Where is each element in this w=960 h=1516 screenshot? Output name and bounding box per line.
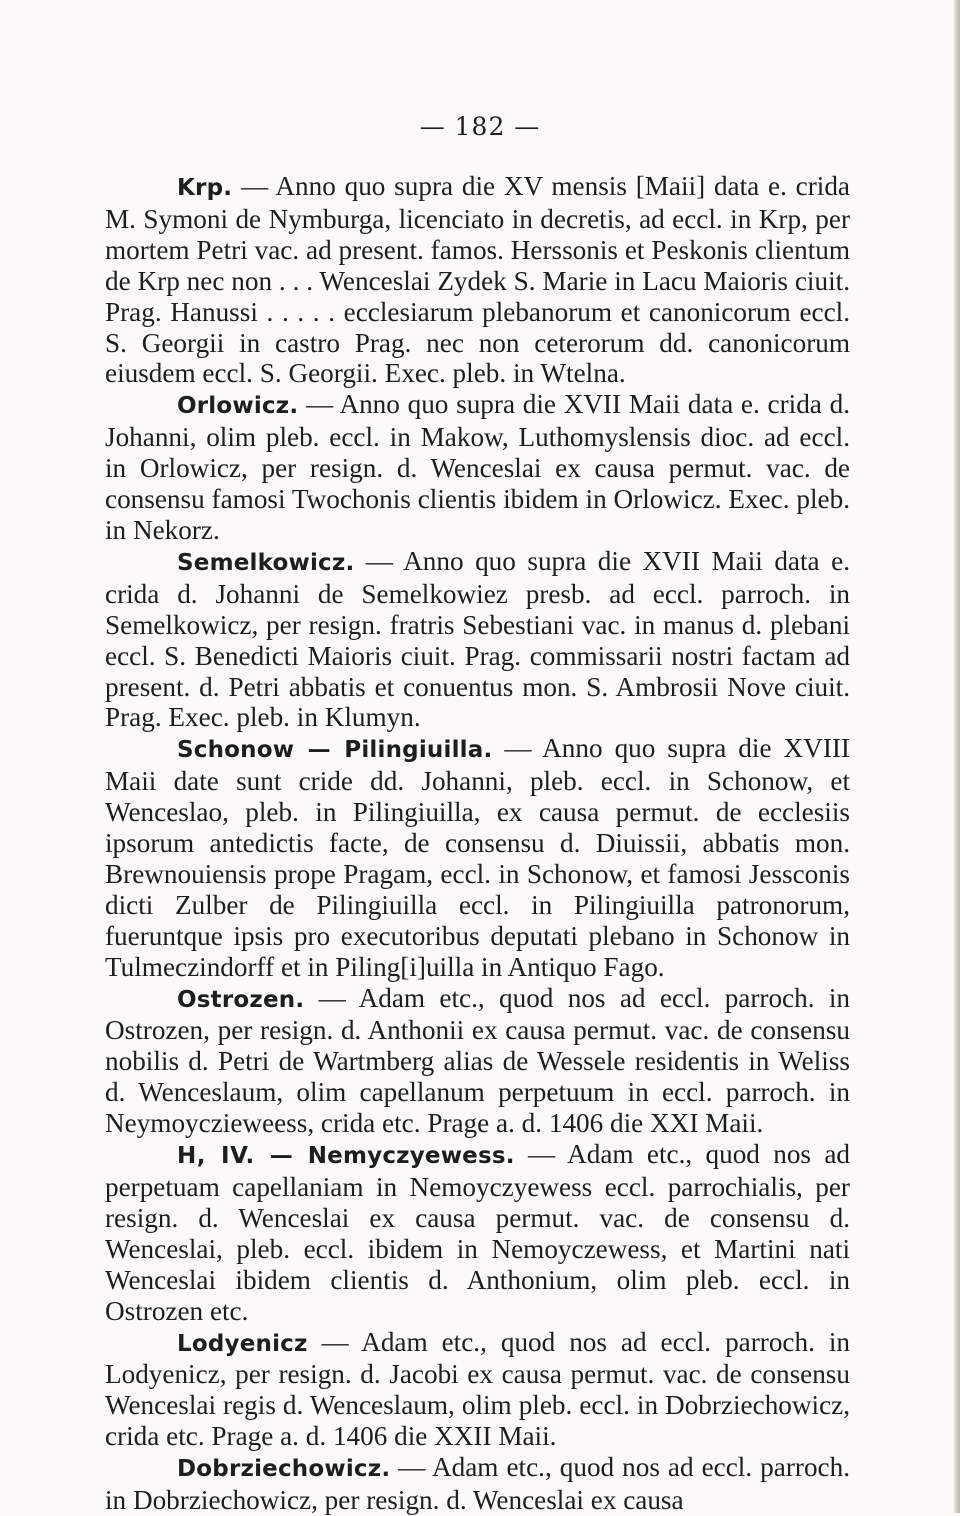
entry-krp (105, 171, 850, 389)
entry-heading: Krp. (177, 175, 233, 201)
entry-text: — Adam etc., quod nos ad perpetuam capellaniam in Nemoyczyewess eccl. parrochialis, per resign. d. Wenceslai ex causa permut. vac. de consensu d. Wenceslai, pleb. eccl. ibidem in Nemoyczewess, et Martini nati Wenceslai ibidem clientis d. Anthonium, olim pleb. eccl. in Ostrozen etc. (105, 1139, 851, 1326)
entry-text: — Adam etc., quod nos ad eccl. parroch. in Dobrziechowicz, per resign. d. Wenceslai ex causa (105, 1452, 850, 1516)
entry-schonow-pilingiuilla (105, 733, 850, 982)
entry-heading: Dobrziechowicz. (177, 1456, 391, 1483)
entry-heading: Schonow — Pilingiuilla. (177, 737, 493, 764)
entry-lodyenicz (105, 1327, 850, 1453)
entry-heading: — Nemyczyewess. (269, 1143, 515, 1170)
entry-ostrozen (105, 983, 850, 1140)
entry-heading: Lodyenicz (177, 1330, 308, 1357)
page-number: — 182 — (419, 112, 541, 141)
entry-heading: Ostrozen. (177, 986, 305, 1013)
entry-heading: Semelkowicz. (177, 549, 355, 576)
entry-nemyczyewess (105, 1139, 850, 1326)
entry-text: — Anno quo supra die XVIII Maii date sunt cride dd. Johanni, pleb. eccl. in Schonow, et Wenceslao, pleb. in Pilingiuilla, ex causa permut. de ecclesiis ipsorum antedictis facte, de consensu d. Diuissii, abbatis mon. Brewnouiensis prope Pragam, eccl. in Schonow, et famosi Jessconis dicti Zulber de Pilingiuilla eccl. in Pilingiuilla patronorum, fueruntque ipsis pro executoribus deputati plebano in Schonow in Tulmeczindorff et in Piling[i]uilla in Antiquo Fago. (105, 733, 850, 982)
text-column (105, 171, 850, 1516)
entry-semelkowicz (105, 546, 850, 733)
entry-prefix: H, IV. (177, 1143, 270, 1170)
entry-text: — Adam etc., quod nos ad eccl. parroch. in Ostrozen, per resign. d. Anthonii ex causa permut. vac. de consensu nobilis d. Petri de Wartmberg alias de Wessele residentis in Weliss d. Wenceslaum, olim capellanum perpetuum in eccl. parroch. in Neymoyczieweess, crida etc. Prage a. d. 1406 die XXI Maii. (105, 982, 850, 1139)
entry-text: — Adam etc., quod nos ad eccl. parroch. in Lodyenicz, per resign. d. Jacobi ex causa permut. vac. de consensu Wenceslai regis d. Wenceslaum, olim pleb. eccl. in Dobrziechowicz, crida etc. Prage a. d. 1406 die XXII Maii. (105, 1326, 850, 1452)
entry-text: — Anno quo supra die XV mensis [Maii] data e. crida M. Symoni de Nymburga, licenciato in decretis, ad eccl. in Krp, per mortem Petri vac. ad present. famos. Herssonis et Peskonis clientum de Krp nec non . . . Wenceslai Zydek S. Marie in Lacu Maioris ciuit. Prag. Hanussi . . . . . ecclesiarum plebanorum et canonicorum eccl. S. Georgii in castro Prag. nec non ceterorum dd. canonicorum eiusdem eccl. S. Georgii. Exec. pleb. in Wtelna. (105, 171, 850, 389)
entry-dobrziechowicz (105, 1452, 850, 1516)
entry-heading: Orlowicz. (177, 393, 299, 420)
entry-text: — Anno quo supra die XVII Maii data e. crida d. Johanni de Semelkowiez presb. ad eccl. parroch. in Semelkowicz, per resign. fratris Sebestiani vac. in manus d. plebani eccl. S. Benedicti Maioris ciuit. Prag. commissarii nostri factam ad present. d. Petri abbatis et conuentus mon. S. Ambrosii Nove ciuit. Prag. Exec. pleb. in Klumyn. (105, 545, 850, 733)
entry-orlowicz (105, 389, 850, 546)
page-edge (954, 0, 960, 1513)
entry-text: — Anno quo supra die XVII Maii data e. crida d. Johanni, olim pleb. eccl. in Makow, Luthomyslensis dioc. ad eccl. in Orlowicz, per resign. d. Wenceslai ex causa permut. vac. de consensu famosi Twochonis clientis ibidem in Orlowicz. Exec. pleb. in Nekorz. (105, 389, 850, 545)
